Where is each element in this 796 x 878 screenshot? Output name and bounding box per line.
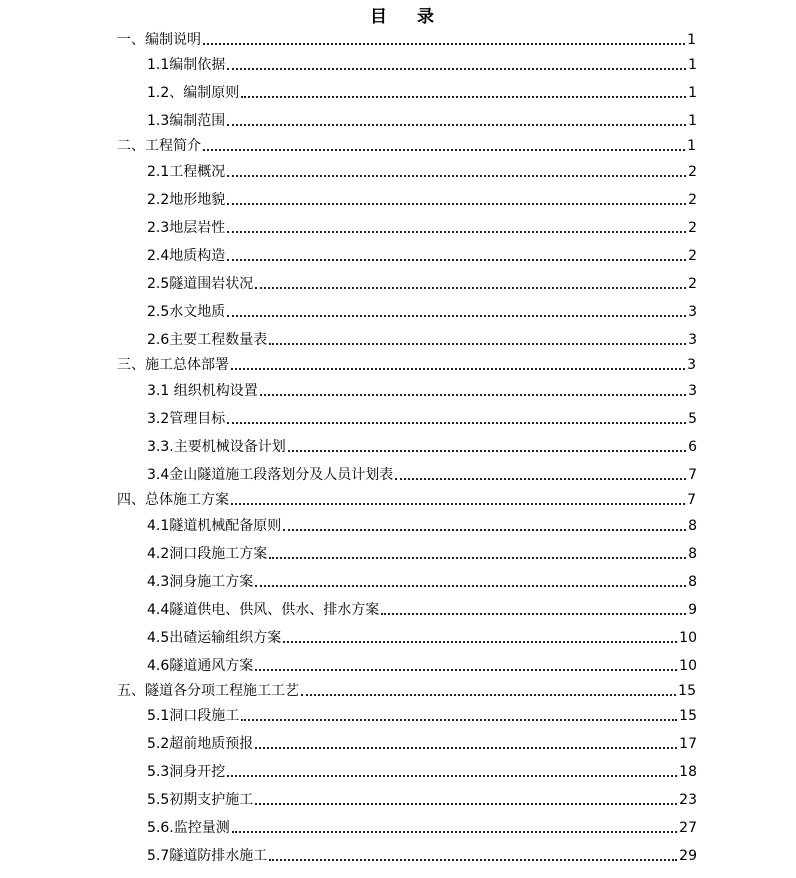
- toc-entry-label: 4.5出碴运输组织方案: [147, 630, 282, 646]
- toc-dot-leader: [227, 315, 686, 317]
- toc-entry-page-number: 10: [679, 658, 697, 674]
- toc-dot-leader: [241, 719, 677, 721]
- toc-entry-label: 5.3洞身开挖: [147, 764, 226, 780]
- toc-entry-page-number: 27: [679, 820, 697, 836]
- toc-entry[interactable]: [147, 625, 697, 647]
- toc-dot-leader: [241, 96, 686, 98]
- toc-entry[interactable]: [147, 52, 697, 74]
- toc-dot-leader: [232, 831, 677, 833]
- toc-entry-label: 4.4隧道供电、供风、供水、排水方案: [147, 602, 380, 618]
- toc-entry[interactable]: [147, 597, 697, 619]
- toc-entry[interactable]: [147, 731, 697, 753]
- toc-dot-leader: [288, 450, 686, 452]
- toc-entry-label: 5.2超前地质预报: [147, 736, 254, 752]
- toc-dot-leader: [255, 287, 686, 289]
- toc-entry-page-number: 8: [688, 546, 697, 562]
- toc-entry[interactable]: [147, 108, 697, 130]
- toc-entry-page-number: 2: [688, 220, 697, 236]
- toc-entry-page-number: 7: [687, 492, 696, 508]
- toc-dot-leader: [269, 557, 686, 559]
- toc-entry-page-number: 17: [679, 736, 697, 752]
- toc-entry-page-number: 2: [688, 248, 697, 264]
- toc-entry-page-number: 10: [679, 630, 697, 646]
- toc-entry-page-number: 7: [688, 467, 697, 483]
- toc-dot-leader: [227, 68, 686, 70]
- toc-entry-page-number: 29: [679, 848, 697, 864]
- toc-entry-page-number: 2: [688, 276, 697, 292]
- toc-entry[interactable]: [147, 703, 697, 725]
- toc-entry-label: 5.1洞口段施工: [147, 708, 240, 724]
- toc-entry-page-number: 1: [687, 32, 696, 48]
- toc-entry-page-number: 6: [688, 439, 697, 455]
- toc-entry-label: 4.6隧道通风方案: [147, 658, 254, 674]
- toc-entry[interactable]: [117, 678, 696, 700]
- toc-dot-leader: [255, 669, 677, 671]
- toc-dot-leader: [231, 503, 685, 505]
- toc-entry[interactable]: [147, 215, 697, 237]
- toc-dot-leader: [255, 747, 677, 749]
- toc-dot-leader: [255, 803, 677, 805]
- toc-dot-leader: [227, 775, 677, 777]
- toc-dot-leader: [203, 149, 685, 151]
- toc-entry[interactable]: [147, 243, 697, 265]
- toc-entry-label: 4.1隧道机械配备原则: [147, 518, 282, 534]
- toc-entry[interactable]: [117, 487, 696, 509]
- toc-entry-page-number: 15: [678, 683, 696, 699]
- toc-entry-label: 4.2洞口段施工方案: [147, 546, 268, 562]
- toc-title: 目 录: [370, 7, 446, 27]
- toc-entry[interactable]: [147, 541, 697, 563]
- toc-entry[interactable]: [147, 378, 697, 400]
- toc-entry-label: 5.7隧道防排水施工: [147, 848, 268, 864]
- toc-dot-leader: [227, 124, 686, 126]
- toc-entry-label: 一、编制说明: [117, 32, 201, 48]
- toc-entry-page-number: 8: [688, 518, 697, 534]
- toc-entry-page-number: 1: [687, 138, 696, 154]
- toc-dot-leader: [269, 343, 686, 345]
- toc-entry[interactable]: [147, 759, 697, 781]
- toc-entry[interactable]: [147, 80, 697, 102]
- toc-dot-leader: [227, 422, 686, 424]
- toc-entry-page-number: 15: [679, 708, 697, 724]
- toc-entry-label: 3.2管理目标: [147, 411, 226, 427]
- toc-dot-leader: [395, 478, 686, 480]
- toc-entry[interactable]: [147, 815, 697, 837]
- toc-entry[interactable]: [117, 133, 696, 155]
- toc-entry-label: 三、施工总体部署: [117, 357, 229, 373]
- toc-entry-label: 5.6.监控量测: [147, 820, 230, 836]
- toc-entry-page-number: 3: [688, 383, 697, 399]
- toc-dot-leader: [381, 613, 686, 615]
- toc-entry[interactable]: [147, 787, 697, 809]
- toc-dot-leader: [301, 694, 676, 696]
- toc-entry[interactable]: [147, 271, 697, 293]
- toc-entry-label: 5.5初期支护施工: [147, 792, 254, 808]
- toc-entry-label: 二、工程简介: [117, 138, 201, 154]
- toc-dot-leader: [227, 231, 686, 233]
- toc-entry[interactable]: [147, 327, 697, 349]
- toc-entry[interactable]: [147, 569, 697, 591]
- toc-entry[interactable]: [147, 187, 697, 209]
- toc-entry[interactable]: [147, 434, 697, 456]
- toc-dot-leader: [269, 859, 677, 861]
- toc-entry-label: 2.1工程概况: [147, 164, 226, 180]
- toc-entry-page-number: 2: [688, 164, 697, 180]
- toc-entry[interactable]: [147, 462, 697, 484]
- toc-entry-label: 1.1编制依据: [147, 57, 226, 73]
- toc-entry-page-number: 1: [688, 113, 697, 129]
- toc-entry-label: 2.5水文地质: [147, 304, 226, 320]
- toc-entry[interactable]: [117, 352, 696, 374]
- toc-entry-label: 2.4地质构造: [147, 248, 226, 264]
- toc-entry-label: 四、总体施工方案: [117, 492, 229, 508]
- toc-entry-label: 3.4金山隧道施工段落划分及人员计划表: [147, 467, 394, 483]
- toc-entry-label: 4.3洞身施工方案: [147, 574, 254, 590]
- toc-entry[interactable]: [147, 653, 697, 675]
- toc-dot-leader: [255, 585, 686, 587]
- toc-dot-leader: [227, 259, 686, 261]
- toc-entry-page-number: 3: [688, 332, 697, 348]
- toc-entry-label: 1.2、编制原则: [147, 85, 240, 101]
- toc-entry-page-number: 1: [688, 85, 697, 101]
- toc-dot-leader: [283, 641, 677, 643]
- toc-dot-leader: [227, 175, 686, 177]
- toc-entry-label: 3.3.主要机械设备计划: [147, 439, 286, 455]
- toc-entry-page-number: 3: [688, 304, 697, 320]
- toc-entry-page-number: 9: [688, 602, 697, 618]
- toc-entry-label: 3.1 组织机构设置: [147, 383, 258, 399]
- toc-entry[interactable]: [147, 299, 697, 321]
- toc-entry[interactable]: [147, 406, 697, 428]
- toc-dot-leader: [260, 394, 686, 396]
- toc-entry-page-number: 18: [679, 764, 697, 780]
- toc-entry-label: 2.6主要工程数量表: [147, 332, 268, 348]
- toc-entry-label: 1.3编制范围: [147, 113, 226, 129]
- toc-entry-page-number: 2: [688, 192, 697, 208]
- toc-entry[interactable]: [147, 159, 697, 181]
- toc-entry[interactable]: [147, 843, 697, 865]
- toc-entry-page-number: 3: [687, 357, 696, 373]
- toc-entry-page-number: 8: [688, 574, 697, 590]
- toc-dot-leader: [227, 203, 686, 205]
- toc-entry[interactable]: [117, 27, 696, 49]
- toc-entry-page-number: 23: [679, 792, 697, 808]
- toc-entry-label: 2.3地层岩性: [147, 220, 226, 236]
- toc-entry-page-number: 1: [688, 57, 697, 73]
- toc-entry-label: 2.2地形地貌: [147, 192, 226, 208]
- toc-entry-label: 五、隧道各分项工程施工工艺: [117, 683, 299, 699]
- toc-entry-page-number: 5: [688, 411, 697, 427]
- toc-dot-leader: [203, 43, 685, 45]
- toc-dot-leader: [231, 368, 685, 370]
- toc-entry-label: 2.5隧道围岩状况: [147, 276, 254, 292]
- toc-entry[interactable]: [147, 513, 697, 535]
- toc-dot-leader: [283, 529, 686, 531]
